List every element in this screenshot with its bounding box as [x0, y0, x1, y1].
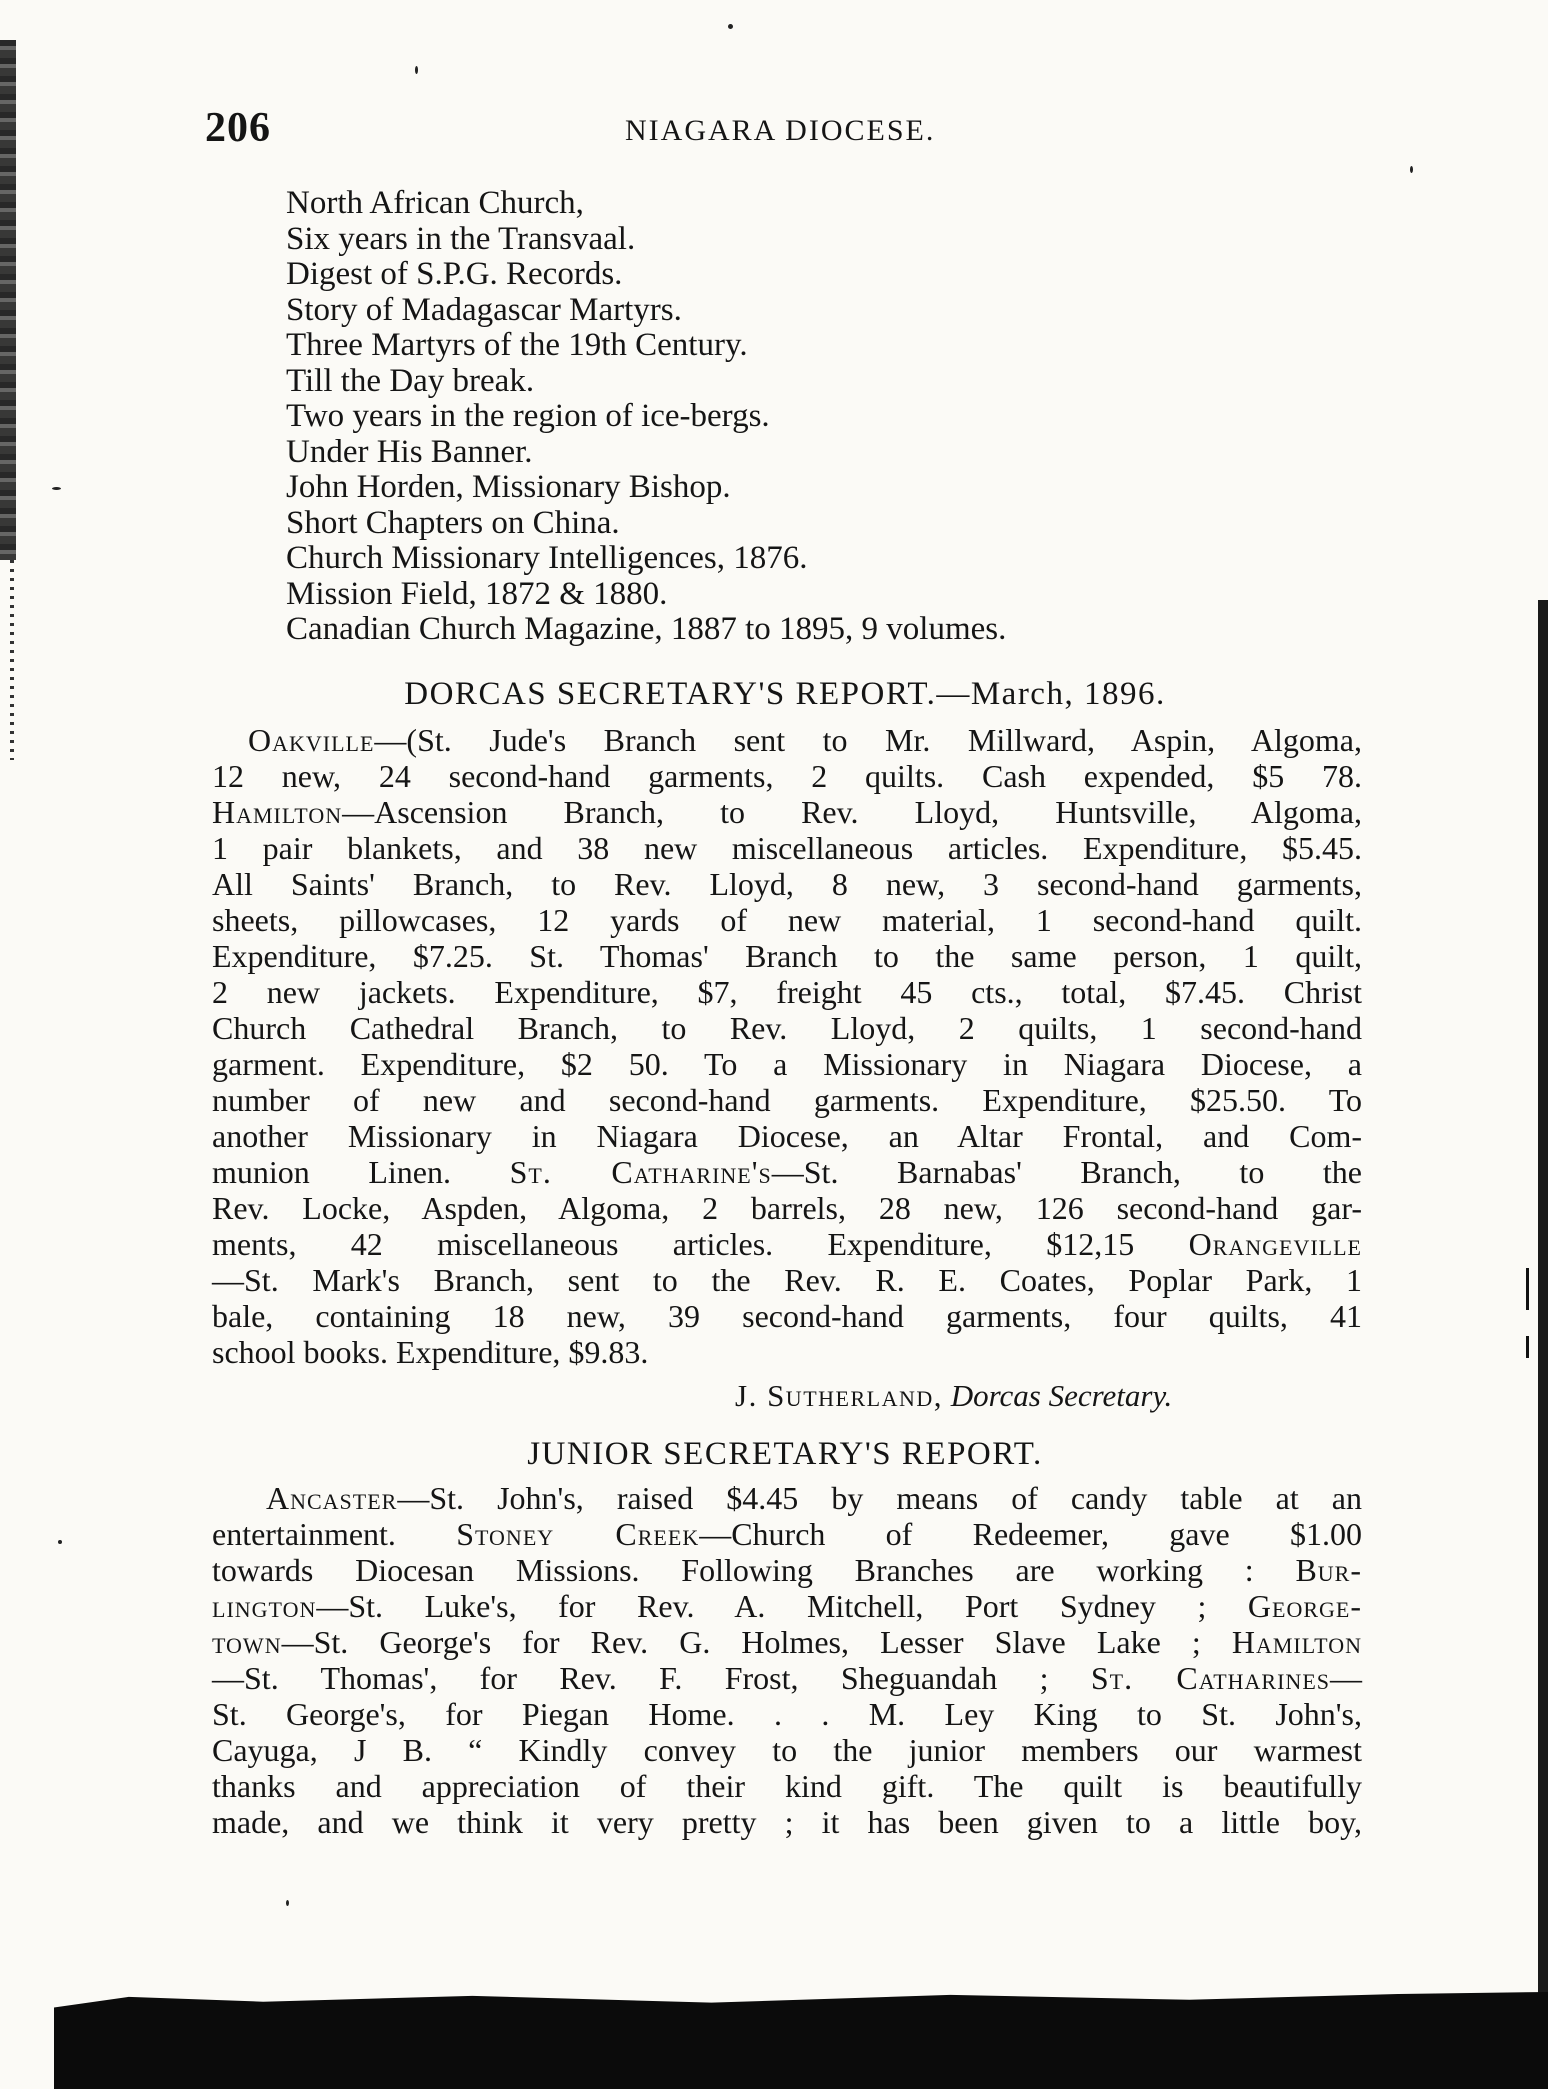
list-item: Short Chapters on China. — [286, 504, 620, 541]
list-item: North African Church, — [286, 185, 584, 221]
dorcas-report-body — [212, 722, 1362, 1370]
text-line: 2 new jackets. Expenditure, $7, freight 45 cts., total, $7.45. Christ — [212, 974, 1362, 1010]
text-line: —St. Mark's Branch, sent to the Rev. R. E. Coates, Poplar Park, 1 — [212, 1262, 1362, 1298]
text-run: —Church of Redeemer, gave $1.00 — [699, 1516, 1362, 1552]
place-name: George- — [1247, 1588, 1362, 1624]
text-line: sheets, pillowcases, 12 yards of new material, 1 second-hand quilt. — [212, 902, 1362, 938]
signature-title: Dorcas Secretary. — [950, 1378, 1173, 1413]
text-run: ments, 42 miscellaneous articles. Expenditure, $12,15 — [212, 1226, 1189, 1262]
list-item: Digest of S.P.G. Records. — [286, 256, 623, 292]
text-line — [212, 1226, 1362, 1262]
place-name: St. Catharines — [1090, 1660, 1330, 1696]
running-title: NIAGARA DIOCESE. — [625, 114, 936, 147]
place-name: St. Catharine's — [509, 1154, 772, 1190]
scan-bottom-band — [54, 1992, 1548, 2089]
scan-speck — [52, 487, 61, 490]
text-line — [212, 722, 1362, 758]
text-run: munion Linen. — [212, 1154, 510, 1190]
scan-mark — [1526, 1268, 1529, 1310]
text-line: thanks and appreciation of their kind gift. The quilt is beautifully — [212, 1768, 1362, 1804]
place-name: Bur- — [1295, 1552, 1362, 1588]
list-item: Canadian Church Magazine, 1887 to 1895, 9 volumes. — [286, 611, 1007, 647]
place-name: Hamilton — [212, 794, 343, 830]
list-item: Story of Madagascar Martyrs. — [286, 291, 682, 328]
text-run: —St. George's for Rev. G. Holmes, Lesser Slave Lake ; — [281, 1624, 1232, 1660]
page-number: 206 — [205, 105, 271, 151]
scan-right-edge — [1538, 600, 1548, 2060]
book-list — [286, 186, 1286, 648]
scan-speck — [728, 24, 733, 29]
text-run: —(St. Jude's Branch sent to Mr. Millward, Aspin, Algoma, — [374, 722, 1362, 758]
junior-report-heading: JUNIOR SECRETARY'S REPORT. — [527, 1436, 1043, 1472]
scan-left-edge-marks — [10, 560, 14, 760]
place-name: Stoney Creek — [456, 1516, 700, 1552]
text-line — [212, 794, 1362, 830]
text-run: entertainment. — [212, 1516, 457, 1552]
list-item: Till the Day break. — [286, 362, 535, 399]
page-header — [205, 100, 1365, 160]
scan-mark — [1526, 1336, 1529, 1358]
dorcas-report-heading: DORCAS SECRETARY'S REPORT.—March, 1896. — [404, 676, 1166, 712]
text-line: school books. Expenditure, $9.83. — [212, 1334, 649, 1370]
list-item: Under His Banner. — [286, 433, 533, 470]
text-line — [212, 1624, 1362, 1660]
text-line — [212, 1516, 1362, 1552]
list-item: John Horden, Missionary Bishop. — [286, 469, 731, 505]
place-name: Orangeville — [1188, 1226, 1362, 1262]
text-line: Cayuga, J B. “ Kindly convey to the junior members our warmest — [212, 1732, 1362, 1768]
text-line: Rev. Locke, Aspden, Algoma, 2 barrels, 28 new, 126 second-hand gar- — [212, 1190, 1362, 1226]
text-line: 1 pair blankets, and 38 new miscellaneous articles. Expenditure, $5.45. — [212, 830, 1362, 866]
list-item: Three Martyrs of the 19th Century. — [286, 327, 748, 363]
place-name: Ancaster — [266, 1480, 398, 1516]
text-line — [212, 1552, 1362, 1588]
list-item: Six years in the Transvaal. — [286, 220, 636, 257]
signature-name: J. Sutherland, — [735, 1378, 943, 1413]
text-line: St. George's, for Piegan Home. . . M. Ley King to St. John's, — [212, 1696, 1362, 1732]
list-item: Mission Field, 1872 & 1880. — [286, 575, 668, 612]
text-line: All Saints' Branch, to Rev. Lloyd, 8 new, 3 second-hand garments, — [212, 866, 1362, 902]
list-item: Two years in the region of ice-bergs. — [286, 398, 770, 434]
text-line: Expenditure, $7.25. St. Thomas' Branch to the same person, 1 quilt, — [212, 938, 1362, 974]
text-line: garment. Expenditure, $2 50. To a Missionary in Niagara Diocese, a — [212, 1046, 1362, 1082]
scan-speck — [58, 1540, 62, 1544]
text-run: — — [1330, 1660, 1362, 1696]
text-line: another Missionary in Niagara Diocese, an Altar Frontal, and Com- — [212, 1118, 1362, 1154]
place-name: Hamilton — [1231, 1624, 1362, 1660]
text-run: towards Diocesan Missions. Following Branches are working : — [212, 1552, 1296, 1588]
text-line: 12 new, 24 second-hand garments, 2 quilts. Cash expended, $5 78. — [212, 758, 1362, 794]
text-line: bale, containing 18 new, 39 second-hand garments, four quilts, 41 — [212, 1298, 1362, 1334]
place-name: town — [212, 1624, 282, 1660]
text-line: made, and we think it very pretty ; it has been given to a little boy, — [212, 1804, 1362, 1840]
place-name: lington — [212, 1588, 317, 1624]
text-line — [212, 1660, 1362, 1696]
text-line: Church Cathedral Branch, to Rev. Lloyd, 2 quilts, 1 second-hand — [212, 1010, 1362, 1046]
text-line: number of new and second-hand garments. Expenditure, $25.50. To — [212, 1082, 1362, 1118]
scan-speck — [415, 66, 418, 74]
junior-report-body — [212, 1480, 1362, 1840]
text-line — [212, 1480, 1362, 1516]
place-name: Oakville — [248, 722, 375, 758]
dorcas-signature — [735, 1378, 1172, 1414]
scan-speck — [286, 1900, 289, 1906]
text-run: —St. John's, raised $4.45 by means of candy table at an — [397, 1480, 1362, 1516]
text-line — [212, 1588, 1362, 1624]
text-run: —St. Barnabas' Branch, to the — [771, 1154, 1362, 1190]
text-run: —St. Luke's, for Rev. A. Mitchell, Port Sydney ; — [316, 1588, 1248, 1624]
list-item: Church Missionary Intelligences, 1876. — [286, 540, 808, 576]
scan-speck — [1410, 166, 1413, 173]
scan-left-edge — [0, 40, 16, 560]
text-run: —Ascension Branch, to Rev. Lloyd, Huntsville, Algoma, — [342, 794, 1362, 830]
text-line — [212, 1154, 1362, 1190]
text-run: —St. Thomas', for Rev. F. Frost, Sheguandah ; — [212, 1660, 1091, 1696]
